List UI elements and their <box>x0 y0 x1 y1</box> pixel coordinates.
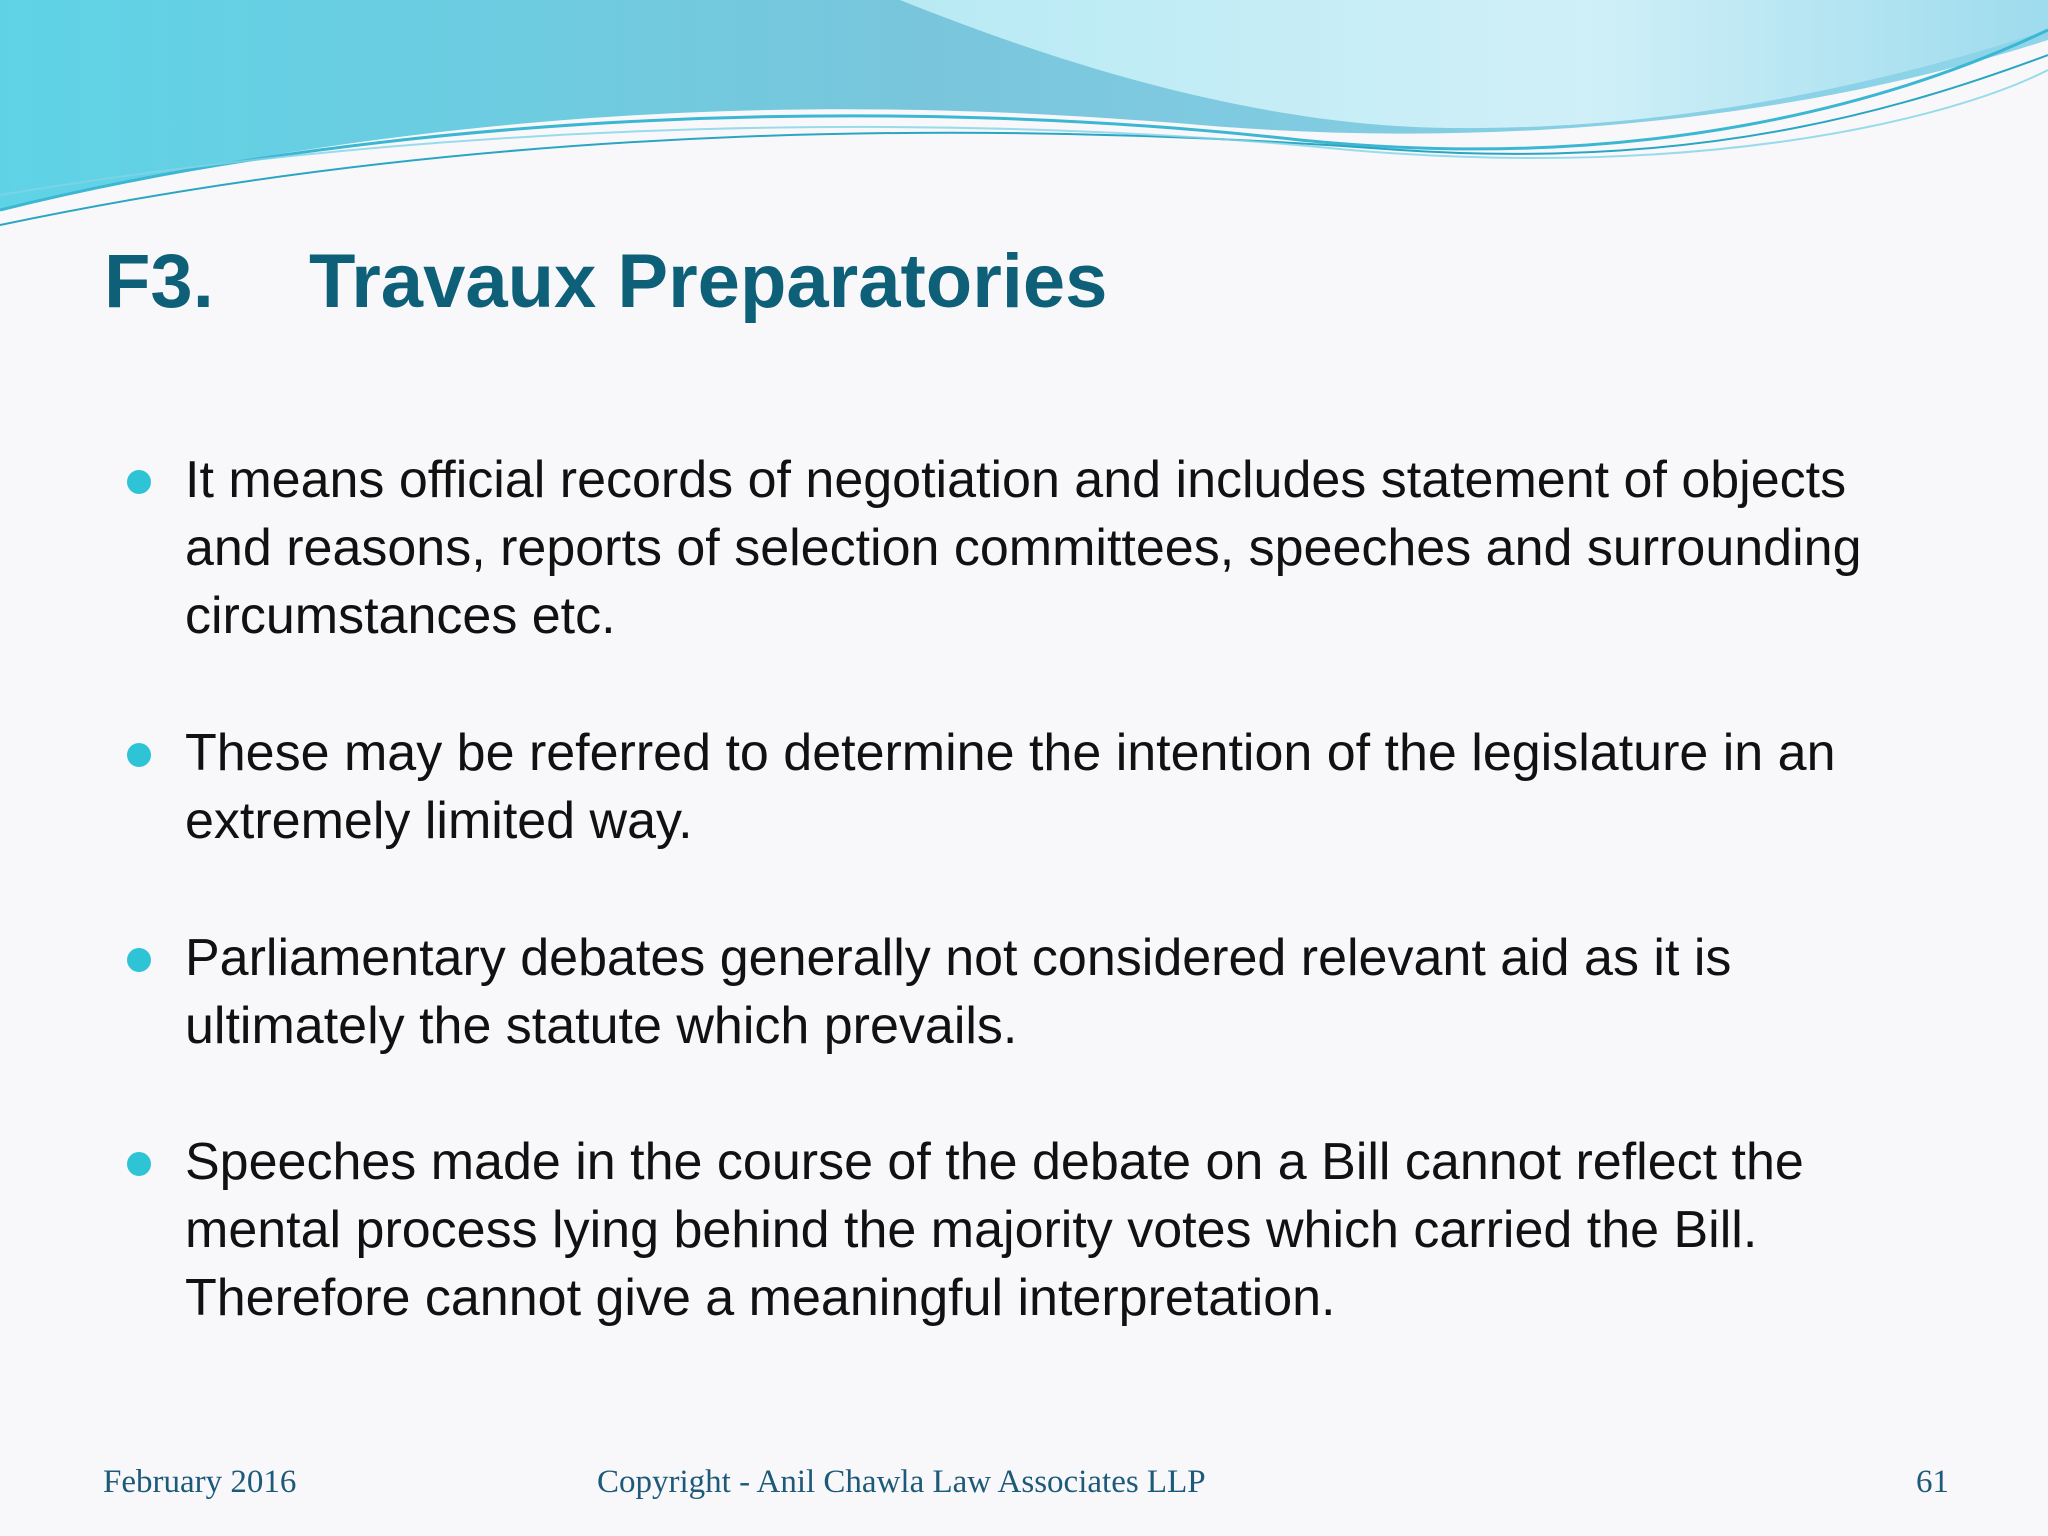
footer-page-number: 61 <box>1916 1464 1949 1500</box>
title-text: Travaux Preparatories <box>309 239 1108 324</box>
bullet-dot-icon <box>127 1152 151 1176</box>
footer-date: February 2016 <box>103 1464 297 1500</box>
bullet-item-2: These may be referred to determine the intention of the legislature in an extremely limited way. <box>185 724 1836 850</box>
bullet-item-3: Parliamentary debates generally not considered relevant aid as it is ultimately the statute which prevails. <box>185 929 1732 1055</box>
footer-copyright: Copyright - Anil Chawla Law Associates LLP <box>597 1464 1206 1500</box>
bullet-item-1: It means official records of negotiation and includes statement of objects and reasons, reports of selection committees, speeches and surrounding circumstances etc. <box>185 451 1862 645</box>
bullet-item-4: Speeches made in the course of the debate on a Bill cannot reflect the mental process lying behind the majority votes which carried the Bill. Therefore cannot give a meaningful interpretation. <box>185 1133 1804 1327</box>
bullet-dot-icon <box>127 470 151 494</box>
title-number: F3. <box>104 239 214 324</box>
bullet-dot-icon <box>127 948 151 972</box>
bullet-dot-icon <box>127 743 151 767</box>
